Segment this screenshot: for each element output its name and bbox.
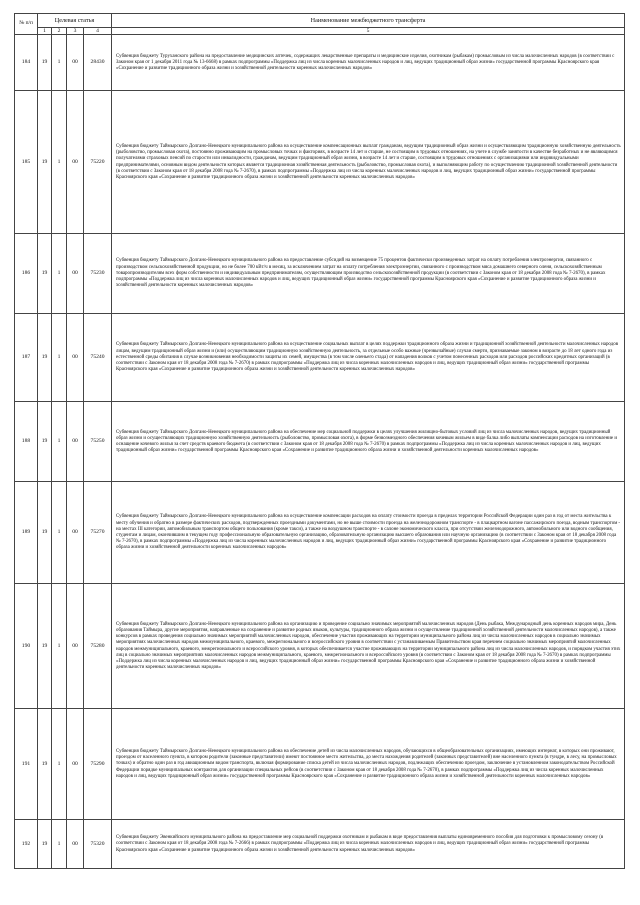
- article-code-2: 1: [52, 709, 67, 820]
- article-code-1: 19: [38, 91, 52, 234]
- table-row: [15, 402, 625, 482]
- table-row: [15, 482, 625, 584]
- table-header-row: [15, 14, 625, 28]
- article-code-3: 00: [67, 584, 84, 709]
- transfer-description-text: Субвенция бюджету Таймырского Долгано-Ненецкого муниципального района на осуществление социальных выплат в целях поддержки традиционного образа жизни и традиционной хозяйственной деятельности малочисленных народов лицам, ведущим традиционный образ жизни и (или) осуществляющим традиционную хозяйственную деятельность, за отдельные особо важные (чрезвычайные) случаи смерти, признаваемые законом в возрасте до 18 лет одного года из естественной среды обитания в случае возникновения необходимости защиты их семей, имущества (в том числе оленьего стада) от нападения волков с учетом понесенных расходов или расходов российских кредитных организаций (в соответствии с Законом края от 18 декабря 2008 года № 7-2670) в рамках подпрограммы «Поддержка лиц из числа коренных малочисленных народов и лиц, ведущих традиционный образ жизни» государственной программы Красноярского края «Сохранение и развитие традиционного образа жизни и хозяйственной деятельности коренных малочисленных народов»: [116, 342, 619, 373]
- row-number: 191: [15, 709, 38, 820]
- transfer-description: [112, 482, 625, 584]
- header-col-4: 4: [84, 28, 112, 35]
- table-row: [15, 584, 625, 709]
- article-code-1: 19: [38, 584, 52, 709]
- transfer-description: [112, 314, 625, 402]
- article-code-3: 00: [67, 35, 84, 91]
- transfer-description-text: Субвенция бюджету Таймырского Долгано-Ненецкого муниципального района на обеспечение мер социальной поддержки в целях улучшения жилищно-бытовых условий лиц из числа малочисленных народов, ведущих традиционный образ жизни и осуществляющих традиционную хозяйственную деятельность (рыболовство, промысловая охота), в форме безвозмездного обеспечения кочевым жильем в виде балка либо выплаты компенсации расходов на изготовление и оснащение кочевого жилья за счет средств краевого бюджета (в соответствии с Законом края от 18 декабря 2008 года № 7-2670) в рамках подпрограммы «Поддержка лиц из числа коренных малочисленных народов и лиц, ведущих традиционный образ жизни» государственной программы Красноярского края «Сохранение и развитие традиционного образа жизни и хозяйственной деятельности коренных малочисленных народов»: [116, 429, 617, 454]
- article-code-1: 19: [38, 35, 52, 91]
- article-code-4: 75250: [84, 402, 112, 482]
- transfer-description-text: Субвенция бюджету Туруханского района на предоставление медицинских аптечек, содержащих лекарственные препараты и медицинские изделия, охотникам (рыбакам) промысловым из числа малочисленных народов (в соответствии с Законом края от 1 декабря 2011 года № 13-6668) в рамках подпрограммы «Поддержка лиц из числа коренных малочисленных народов и лиц, ведущих традиционный образ жизни» государственной программы Красноярского края «Сохранение и развитие традиционного образа жизни и хозяйственной деятельности коренных малочисленных народов»: [116, 53, 615, 72]
- article-code-3: 00: [67, 482, 84, 584]
- article-code-1: 19: [38, 482, 52, 584]
- article-code-3: 00: [67, 234, 84, 314]
- table-row: [15, 35, 625, 91]
- article-code-3: 00: [67, 709, 84, 820]
- header-col-1: 1: [38, 28, 52, 35]
- table-row: [15, 91, 625, 234]
- row-number: 187: [15, 314, 38, 402]
- transfer-description-text: Субвенция бюджету Таймырского Долгано-Ненецкого муниципального района на предоставление субсидий на возмещение 75 процентов фактически произведенных затрат на оплату потребления электроэнергии, связанного с производством сельскохозяйственной продукции, но не более 700 кВт/ч в месяц, за исключением затрат на оплату потребления электроэнергии, связанного с производством мяса домашнего северного оленя, сельскохозяйственным товаропроизводителям всех форм собственности и индивидуальным предпринимателям, осуществляющим производство сельскохозяйственной продукции (в соответствии с Законом края от 18 декабря 2008 года № 7-2670), в рамках подпрограммы «Поддержка лиц из числа коренных малочисленных народов и лиц, ведущих традиционный образ жизни» государственной программы Красноярского края «Сохранение и развитие традиционного образа жизни и хозяйственной деятельности коренных малочисленных народов»: [116, 258, 606, 289]
- article-code-2: 1: [52, 820, 67, 869]
- article-code-2: 1: [52, 35, 67, 91]
- article-code-2: 1: [52, 314, 67, 402]
- article-code-3: 00: [67, 402, 84, 482]
- row-number: 190: [15, 584, 38, 709]
- header-col-5: 5: [112, 28, 625, 35]
- article-code-4: 75230: [84, 234, 112, 314]
- transfer-description: [112, 820, 625, 869]
- article-code-2: 1: [52, 402, 67, 482]
- article-code-4: 75320: [84, 820, 112, 869]
- transfer-description: [112, 234, 625, 314]
- article-code-1: 19: [38, 709, 52, 820]
- header-col-3: 3: [67, 28, 84, 35]
- document-page: [14, 13, 624, 869]
- article-code-1: 19: [38, 314, 52, 402]
- transfer-description-text: Субвенция бюджету Таймырского Долгано-Ненецкого муниципального района на осуществление компенсации расходов на оплату стоимости проезда в пределах территории Российской Федерации один раз в год от места жительства к месту обучения и обратно в размере фактических расходов, подтвержденных проездными документами, но не выше стоимости проезда на железнодорожном транспорте - в плацкартном вагоне пассажирского поезда, водным транспортом - на местах III категории, автомобильным транспортом общего пользования (кроме такси), а также на воздушном транспорте - в салоне экономического класса, при отсутствии железнодорожного, автомобильного или водного сообщения, студентам и лицам, окончившим в текущем году профессиональную образовательную организацию, образовательную организацию высшего образования или научную организацию (в соответствии с Законом края от 18 декабря 2008 года № 7-2670), в рамках подпрограммы «Поддержка лиц из числа коренных малочисленных народов и лиц, ведущих традиционный образ жизни» государственной программы Красноярского края «Сохранение и развитие традиционного образа жизни и хозяйственной деятельности коренных малочисленных народов»: [116, 514, 621, 551]
- table-row: [15, 709, 625, 820]
- article-code-1: 19: [38, 820, 52, 869]
- transfer-description-text: Субвенция бюджету Таймырского Долгано-Ненецкого муниципального района на осуществление компенсационных выплат гражданам, ведущим традиционный образ жизни и осуществляющим традиционную хозяйственную деятельность (рыболовство, промысловая охота), постоянно проживающим на промысловых точках и факториях, в возрасте 14 лет и старше, не состоящим в трудовых отношениях, на учете в службе занятости в качестве безработных и не являющимся получателями страховых пенсий по старости или инвалидности, гражданам, ведущим традиционный образ жизни, в возрасте 14 лет и старше, состоящим в трудовых отношениях с организациями или индивидуальными предпринимателями, основным видом деятельности которых является традиционная хозяйственная деятельность (рыболовство, промысловая охота), и выполняющим работу по осуществлению традиционной хозяйственной деятельности (в соответствии с Законом края от 18 декабря 2008 года № 7-2670), в рамках подпрограммы «Поддержка лиц из числа коренных малочисленных народов и лиц, ведущих традиционный образ жизни» государственной программы Красноярского края «Сохранение и развитие традиционного образа жизни и хозяйственной деятельности коренных малочисленных народов»: [116, 143, 621, 180]
- table-subheader-row: [15, 28, 625, 35]
- table-row: [15, 820, 625, 869]
- article-code-3: 00: [67, 820, 84, 869]
- row-number: 188: [15, 402, 38, 482]
- article-code-2: 1: [52, 584, 67, 709]
- article-code-1: 19: [38, 402, 52, 482]
- article-code-2: 1: [52, 482, 67, 584]
- transfer-description: [112, 35, 625, 91]
- row-number: 185: [15, 91, 38, 234]
- article-code-4: 75280: [84, 584, 112, 709]
- article-code-1: 19: [38, 234, 52, 314]
- table-row: [15, 234, 625, 314]
- transfer-description: [112, 402, 625, 482]
- transfer-description-text: Субвенция бюджету Таймырского Долгано-Ненецкого муниципального района на обеспечение детей из числа малочисленных народов, обучающихся в общеобразовательных организациях, имеющих интернат, в которых они проживают, проездом от населенного пункта, в котором родители (законные представители) имеют постоянное место жительства, до места нахождения родителей (законных представителей) вне населенного пункта (в тундре, в лесу, на промысловых точках) и обратно один раз в год авиационным видом транспорта, включая формирование списка детей из числа малочисленных народов, подлежащих обеспечению проездом, заключение в установленном законодательством Российской Федерации порядке муниципальных контрактов для организации специальных рейсов (в соответствии с Законом края от 18 декабря 2008 года № 7-2670), в рамках подпрограммы «Поддержка лиц из числа коренных малочисленных народов и лиц, ведущих традиционный образ жизни» государственной программы Красноярского края «Сохранение и развитие традиционного образа жизни и хозяйственной деятельности коренных малочисленных народов»: [116, 748, 617, 779]
- transfer-description: [112, 709, 625, 820]
- article-code-4: 75240: [84, 314, 112, 402]
- article-code-3: 00: [67, 91, 84, 234]
- article-code-4: 75220: [84, 91, 112, 234]
- row-number: 184: [15, 35, 38, 91]
- article-code-2: 1: [52, 234, 67, 314]
- table-row: [15, 314, 625, 402]
- transfers-table: [14, 13, 625, 869]
- article-code-4: 28430: [84, 35, 112, 91]
- transfer-description: [112, 91, 625, 234]
- transfer-description-text: Субвенция бюджету Эвенкийского муниципального района на предоставление мер социальной поддержки охотникам и рыбакам в виде предоставления выплаты единовременного пособия для подготовки к промысловому сезону (в соответствии с Законом края от 18 декабря 2008 года № 7-2666) в рамках подпрограммы «Поддержка лиц из числа коренных малочисленных народов и лиц, ведущих традиционный образ жизни» государственной программы Красноярского края «Сохранение и развитие традиционного образа жизни и хозяйственной деятельности коренных малочисленных народов»: [116, 835, 604, 853]
- row-number: 189: [15, 482, 38, 584]
- header-target-article: Целевая статья: [38, 14, 112, 28]
- article-code-2: 1: [52, 91, 67, 234]
- header-col-2: 2: [52, 28, 67, 35]
- article-code-4: 75290: [84, 709, 112, 820]
- transfer-description-text: Субвенция бюджету Таймырского Долгано-Ненецкого муниципального района на организацию и проведение социально значимых мероприятий малочисленных народов (День рыбака, Международный день коренных народов мира, День образования Таймыра, другие мероприятия, направленные на сохранение и развитие родных языков, культуры, традиционного образа жизни и осуществление традиционной хозяйственной деятельности малочисленных народов), а также конкурсов в рамках проведения социально значимых мероприятий малочисленных народов, обеспечение участия проживающих на территории муниципального района лиц из числа малочисленных народов в социально значимых мероприятиях малочисленных народов межмуниципального, краевого, межрегионального и всероссийского уровня в соответствии с устанавливаемым Правительством края перечнем социально значимых мероприятий малочисленных народов межмуниципального, краевого, межрегионального и всероссийского уровня, в которых обеспечивается участие проживающих на территории муниципального района лиц из числа малочисленных народов, и порядком участия этих лиц в социально значимых мероприятиях малочисленных народов межмуниципального, краевого, межрегионального и всероссийского уровня (в соответствии с Законом края от 18 декабря 2008 года № 7-2670) в рамках подпрограммы «Поддержка лиц из числа коренных малочисленных народов и лиц, ведущих традиционный образ жизни» государственной программы Красноярского края «Сохранение и развитие традиционного образа жизни и хозяйственной деятельности коренных малочисленных народов»: [116, 621, 621, 671]
- article-code-3: 00: [67, 314, 84, 402]
- row-number: 186: [15, 234, 38, 314]
- transfer-description: [112, 584, 625, 709]
- article-code-4: 75270: [84, 482, 112, 584]
- header-row-number: № п/п: [15, 14, 38, 35]
- row-number: 192: [15, 820, 38, 869]
- header-transfer-name: Наименование межбюджетного трансферта: [112, 14, 625, 28]
